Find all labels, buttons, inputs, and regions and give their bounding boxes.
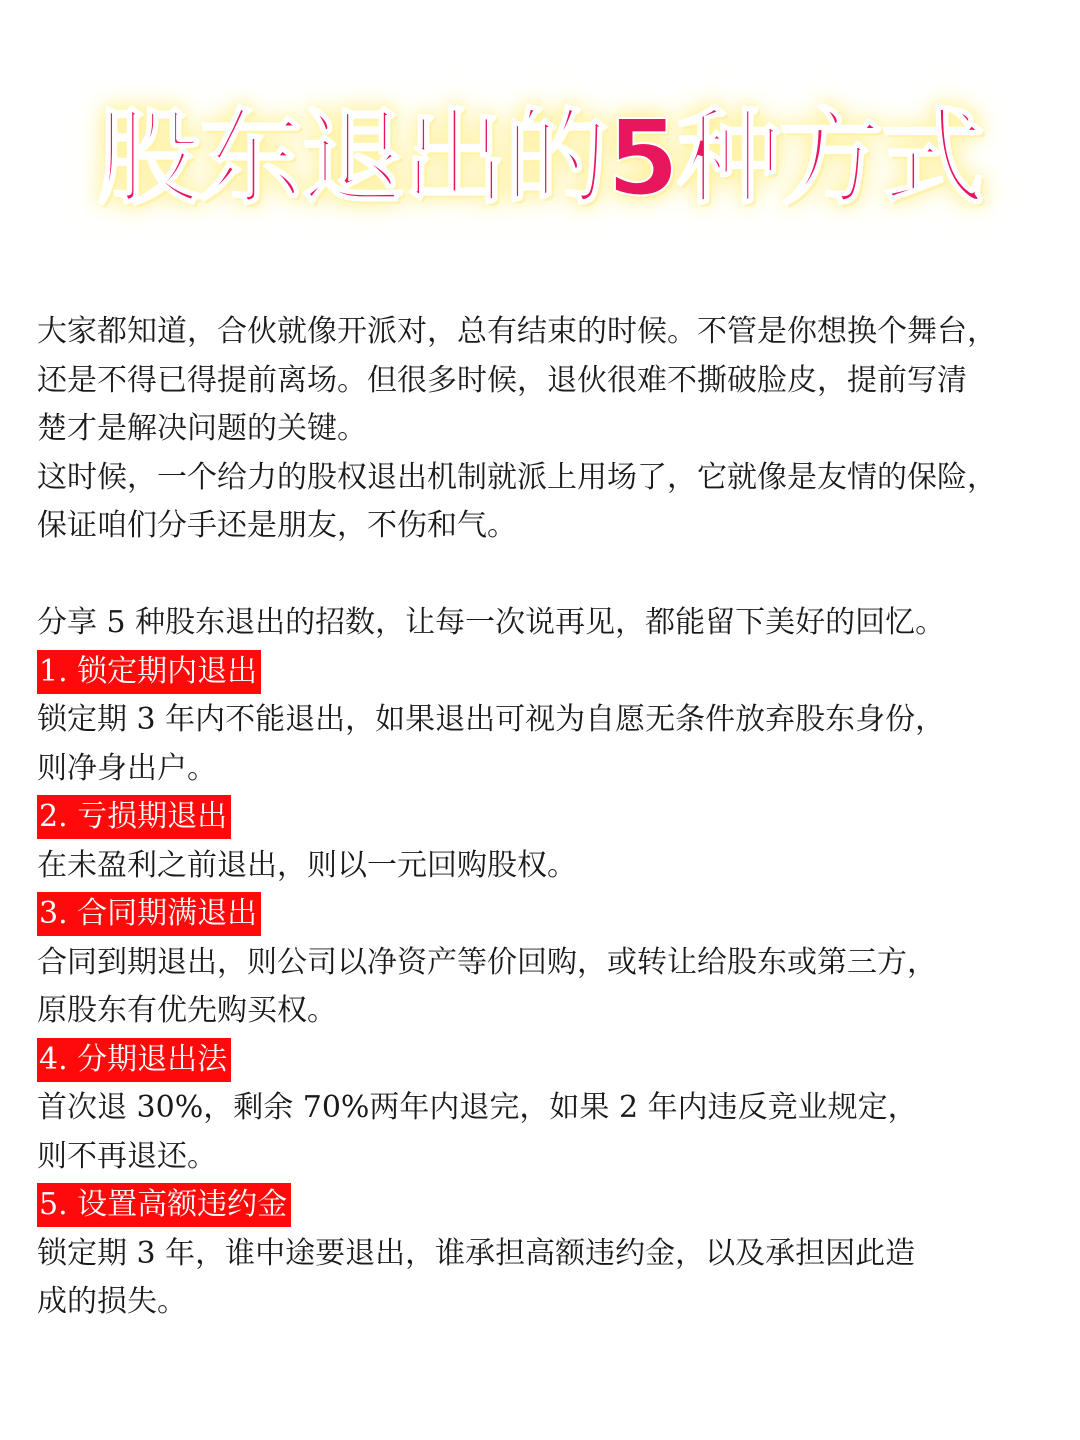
text-line: 则不再退还。: [37, 1138, 217, 1174]
text-line: 成的损失。: [37, 1284, 187, 1319]
method-3: [37, 890, 1047, 1036]
intro-paragraph-2: [37, 454, 1047, 551]
text-line: 原股东有优先购买权。: [37, 993, 337, 1028]
method-heading: 3. 合同期满退出: [37, 892, 261, 936]
method-4: [37, 1036, 1047, 1182]
title-container: [0, 88, 1080, 228]
page-title: 股东退出的5种方式: [96, 97, 984, 219]
method-5: [37, 1181, 1047, 1327]
method-heading: 2. 亏损期退出: [37, 795, 231, 839]
method-2: [37, 793, 1047, 890]
text-line: 大家都知道，合伙就像开派对，总有结束的时候。不管是你想换个舞台，: [37, 314, 997, 349]
article-body: [37, 308, 1047, 1327]
text-line: 还是不得已得提前离场。但很多时候，退伙很难不撕破脸皮，提前写清: [37, 362, 967, 398]
text-line: 合同到期退出，则公司以净资产等价回购，或转让给股东或第三方，: [37, 944, 937, 980]
text-line: 锁定期 3 年内不能退出，如果退出可视为自愿无条件放弃股东身份，: [37, 702, 946, 737]
text-line: 保证咱们分手还是朋友，不伤和气。: [37, 508, 517, 543]
method-heading: 5. 设置高额违约金: [37, 1183, 291, 1227]
method-heading: 4. 分期退出法: [37, 1038, 231, 1082]
text-line: 在未盈利之前退出，则以一元回购股权。: [37, 847, 577, 883]
text-line: 这时候，一个给力的股权退出机制就派上用场了，它就像是友情的保险，: [37, 459, 997, 495]
text-line: 则净身出户。: [37, 750, 217, 786]
text-line: 锁定期 3 年，谁中途要退出，谁承担高额违约金，以及承担因此造: [37, 1235, 916, 1271]
method-heading: 1. 锁定期内退出: [37, 650, 261, 694]
share-line: 分享 5 种股东退出的招数，让每一次说再见，都能留下美好的回忆。: [37, 605, 946, 640]
method-1: [37, 648, 1047, 794]
spacer: [37, 551, 1047, 600]
intro-paragraph-1: [37, 308, 1047, 454]
text-line: 楚才是解决问题的关键。: [37, 411, 367, 446]
text-line: 首次退 30%，剩余 70%两年内退完，如果 2 年内违反竞业规定，: [37, 1090, 918, 1125]
